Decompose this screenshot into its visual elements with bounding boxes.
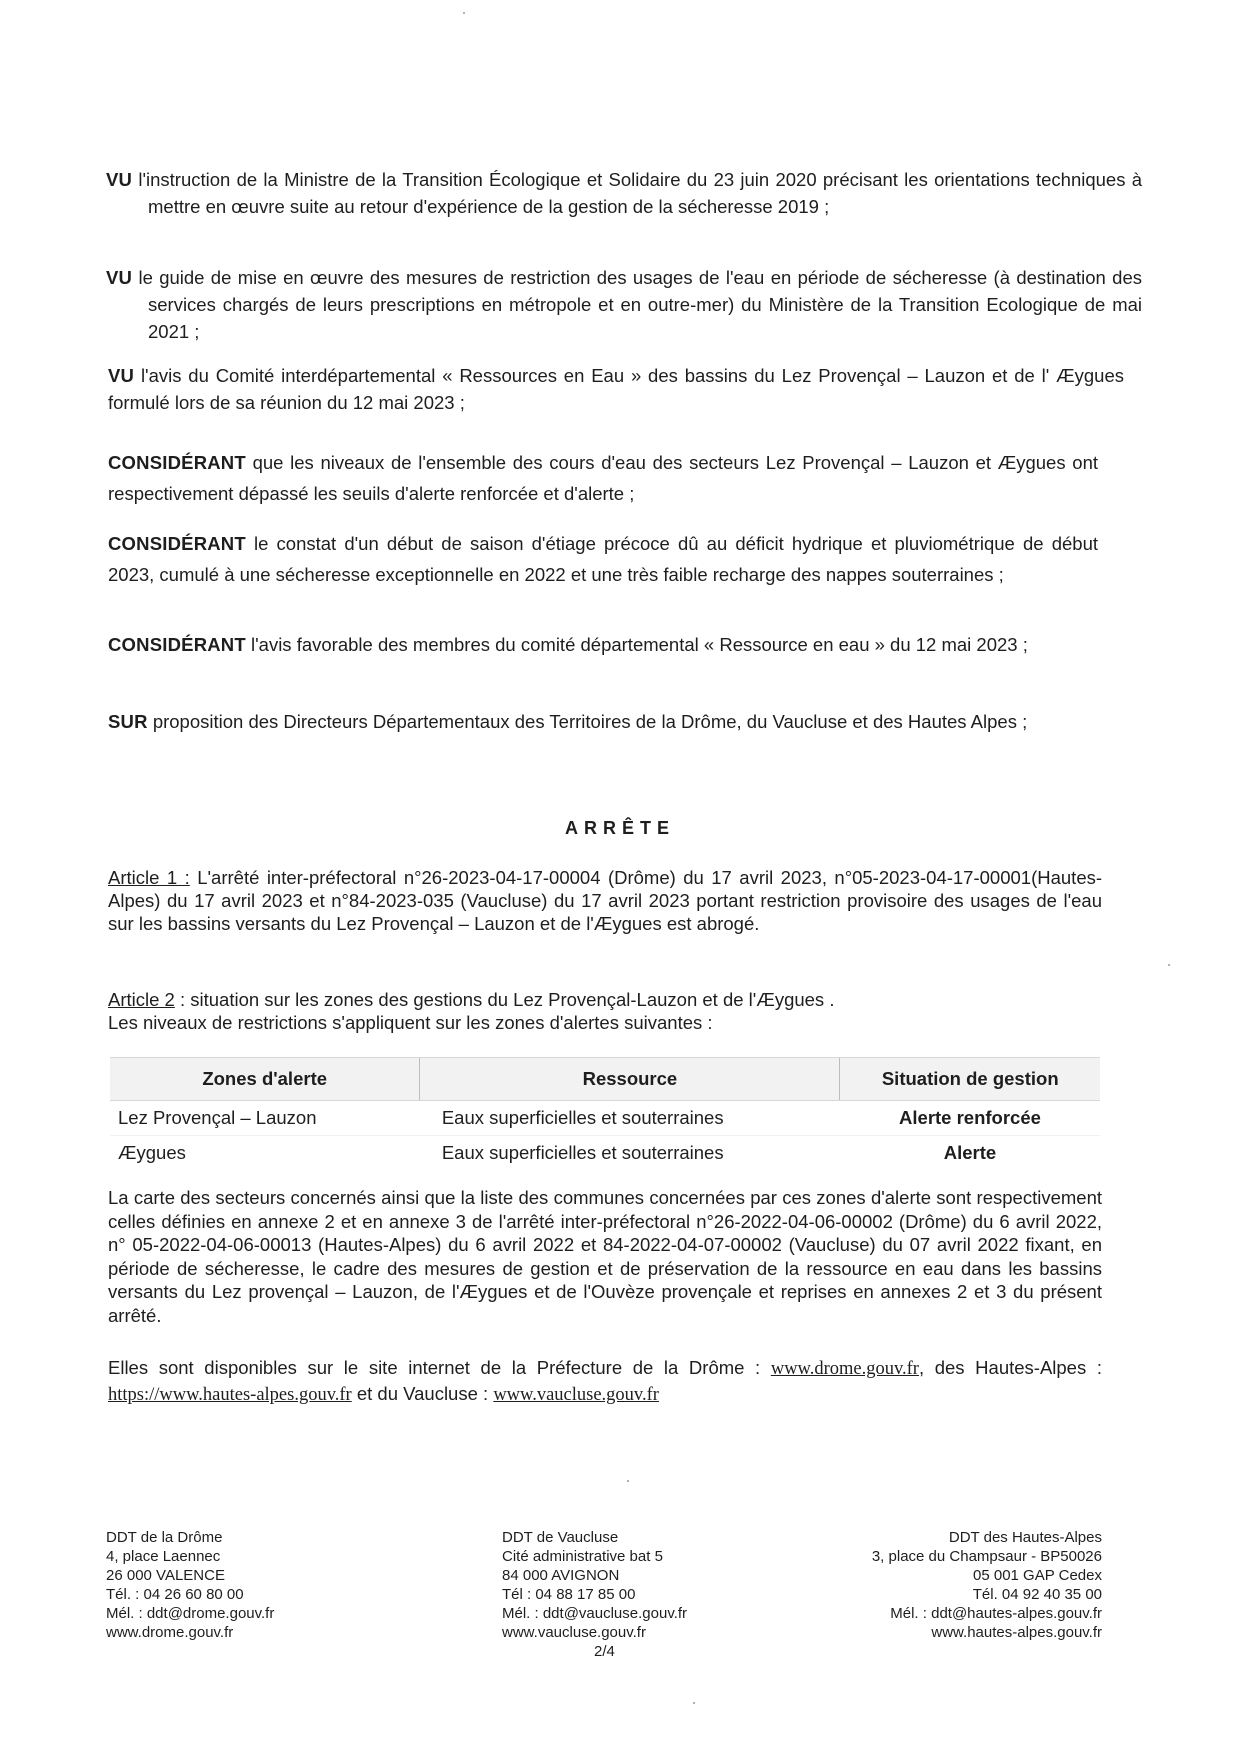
header-ressource: Ressource	[420, 1058, 840, 1101]
situation-cell: Alerte	[943, 1142, 997, 1163]
scan-speck	[1168, 964, 1170, 966]
table-row	[110, 1136, 1100, 1171]
situation-cell: Alerte renforcée	[840, 1101, 1100, 1136]
footer-line: 3, place du Champsaur - BP50026	[871, 1548, 1102, 1565]
header-situation: Situation de gestion	[840, 1058, 1100, 1101]
footer-ddt-vaucluse	[502, 1528, 687, 1661]
link-drome[interactable]: www.drome.gouv.fr	[770, 1359, 919, 1379]
article-1-text: L'arrêté inter-préfectoral n°26-2023-04-17-00004 (Drôme) du 17 avril 2023, n°05-2023-04-17-00001(Hautes-Alpes) du 17 avril 2023 et n°84-2023-035 (Vaucluse) du 17 avril 2023 portant restriction provisoire des usages de l'eau sur les bassins versants du Lez Provençal – Lauzon et de l'Æygues est abrogé.	[108, 867, 1103, 934]
article-2-text: : situation sur les zones des gestions du Lez Provençal-Lauzon et de l'Æygues .	[179, 989, 835, 1010]
considerant-keyword: CONSIDÉRANT	[108, 452, 246, 473]
considerant-etiage	[108, 528, 1098, 590]
sur-proposition	[108, 708, 1098, 735]
considerant-avis-favorable	[108, 631, 1142, 658]
page-number: 2/4	[594, 1643, 615, 1660]
article-2	[108, 988, 1102, 1034]
footer-line: Tél. : 04 26 60 80 00	[106, 1586, 244, 1603]
table-row	[110, 1101, 1100, 1136]
article-1-label: Article 1 :	[108, 867, 190, 888]
scan-speck	[627, 1480, 629, 1482]
sur-keyword: SUR	[108, 711, 148, 732]
carte-paragraph: La carte des secteurs concernés ainsi que la liste des communes concernées par ces zones d'alerte sont respectivement celles définies en annexe 2 et en annexe 3 de l'arrêté inter-préfectoral n°26-2022-04-06-00002 (Drôme) du 6 avril 2022, n° 05-2022-04-06-00013 (Hautes-Alpes) du 6 avril 2022 et 84-2022-04-07-00002 (Vaucluse) du 07 avril 2022 fixant, en période de sécheresse, le cadre des mesures de gestion et de préservation de la ressource en eau dans les bassins versants du Lez provençal – Lauzon, de l'Æygues et de l'Ouvèze provençale et reprises en annexes 2 et 3 du présent arrêté.	[108, 1187, 1102, 1326]
footer-line: Mél. : ddt@vaucluse.gouv.fr	[502, 1605, 688, 1622]
disponibles-paragraph	[108, 1356, 1102, 1407]
considerant-keyword: CONSIDÉRANT	[108, 533, 246, 554]
article-1	[108, 866, 1102, 935]
vu-guide-2021	[106, 264, 1142, 345]
vu-text: le guide de mise en œuvre des mesures de restriction des usages de l'eau en période de sécheresse (à destination des services chargés de leurs prescriptions en métropole et en outre-mer) du Ministère de la Transition Ecologique de mai 2021 ;	[138, 267, 1142, 342]
disponibles-intro: Elles sont disponibles sur le site internet de la Préfecture de la Drôme :	[108, 1357, 761, 1378]
sur-text: proposition des Directeurs Départementaux des Territoires de la Drôme, du Vaucluse et des Hautes Alpes ;	[152, 711, 1028, 732]
footer-line: 4, place Laennec	[106, 1548, 221, 1565]
footer-ddt-hautes-alpes	[790, 1528, 1102, 1642]
vu-text: l'instruction de la Ministre de la Transition Écologique et Solidaire du 23 juin 2020 précisant les orientations techniques à mettre en œuvre suite au retour d'expérience de la gestion de la sécheresse 2019 ;	[138, 169, 1143, 217]
footer-line: Cité administrative bat 5	[502, 1548, 663, 1565]
footer-line: www.vaucluse.gouv.fr	[502, 1624, 646, 1641]
footer-line: 26 000 VALENCE	[106, 1567, 225, 1584]
vu-text: l'avis du Comité interdépartemental « Ressources en Eau » des bassins du Lez Provençal – Lauzon et de l' Æygues formulé lors de sa réunion du 12 mai 2023 ;	[108, 365, 1125, 413]
scan-speck	[693, 1702, 695, 1704]
link-vaucluse[interactable]: www.vaucluse.gouv.fr	[493, 1384, 659, 1405]
vu-keyword: VU	[106, 267, 133, 288]
table-header-row	[110, 1058, 1100, 1101]
considerant-niveaux	[108, 447, 1098, 509]
footer-line: Tél. 04 92 40 35 00	[972, 1586, 1102, 1603]
article-2-text-2: Les niveaux de restrictions s'appliquent sur les zones d'alertes suivantes :	[108, 1012, 713, 1033]
zone-cell: Lez Provençal – Lauzon	[110, 1101, 420, 1136]
footer-line: www.drome.gouv.fr	[106, 1624, 234, 1641]
footer-ddt-drome	[106, 1528, 274, 1642]
footer-line: 84 000 AVIGNON	[502, 1567, 620, 1584]
considerant-text: que les niveaux de l'ensemble des cours d'eau des secteurs Lez Provençal – Lauzon et Æygues ont respectivement dépassé les seuils d'alerte renforcée et d'alerte ;	[108, 452, 1099, 504]
footer-line: DDT des Hautes-Alpes	[948, 1529, 1102, 1546]
vu-keyword: VU	[106, 169, 133, 190]
arrete-title: ARRÊTE	[564, 818, 675, 838]
considerant-keyword: CONSIDÉRANT	[108, 634, 246, 655]
ressource-cell: Eaux superficielles et souterraines	[441, 1142, 724, 1163]
footer-line: 05 001 GAP Cedex	[973, 1567, 1102, 1584]
zone-cell: Æygues	[118, 1142, 186, 1163]
disponibles-mid-1: , des Hautes-Alpes :	[918, 1357, 1102, 1378]
footer-line: DDT de Vaucluse	[502, 1529, 619, 1546]
link-hautes-alpes[interactable]: https://www.hautes-alpes.gouv.fr	[108, 1384, 352, 1405]
scan-speck	[463, 12, 465, 14]
disponibles-mid-2: et du Vaucluse :	[356, 1382, 489, 1404]
considerant-text: le constat d'un début de saison d'étiage précoce dû au déficit hydrique et pluviométrique de début 2023, cumulé à une sécheresse exceptionnelle en 2022 et une très faible recharge des nappes souterraines ;	[108, 533, 1098, 585]
footer-line: Mél. : ddt@hautes-alpes.gouv.fr	[890, 1605, 1102, 1622]
header-zones: Zones d'alerte	[110, 1058, 420, 1101]
footer-line: Mél. : ddt@drome.gouv.fr	[106, 1605, 275, 1622]
considerant-text: l'avis favorable des membres du comité départemental « Ressource en eau » du 12 mai 2023 ;	[251, 634, 1028, 655]
vu-avis-comite	[108, 362, 1124, 416]
ressource-cell: Eaux superficielles et souterraines	[420, 1101, 840, 1136]
footer-line: www.hautes-alpes.gouv.fr	[931, 1624, 1102, 1641]
article-2-label: Article 2	[108, 989, 175, 1010]
footer-line: DDT de la Drôme	[106, 1529, 223, 1546]
footer-line: Tél : 04 88 17 85 00	[502, 1586, 636, 1603]
vu-keyword: VU	[108, 365, 135, 386]
vu-instruction-2020	[106, 166, 1142, 220]
alert-zones-table	[110, 1057, 1100, 1170]
